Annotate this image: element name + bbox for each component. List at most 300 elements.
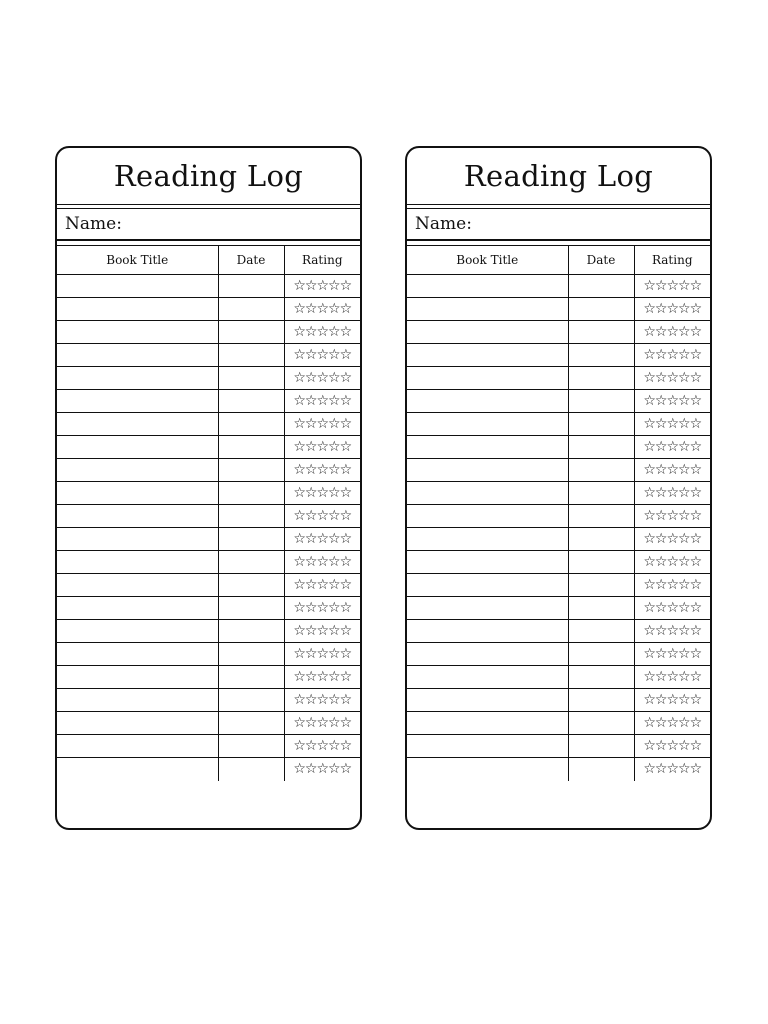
name-field[interactable] — [407, 209, 710, 240]
star-outline-icon[interactable]: ☆ — [293, 577, 305, 593]
date-cell[interactable] — [568, 643, 634, 666]
star-outline-icon[interactable]: ☆ — [654, 761, 667, 778]
star-outline-icon[interactable]: ☆ — [304, 692, 317, 708]
name-field[interactable] — [57, 209, 360, 240]
date-cell[interactable] — [218, 459, 284, 482]
star-outline-icon[interactable]: ☆ — [666, 600, 679, 616]
star-outline-icon[interactable]: ☆ — [304, 669, 317, 685]
book-title-cell[interactable] — [407, 551, 568, 574]
star-outline-icon[interactable]: ☆ — [339, 439, 352, 455]
date-cell[interactable] — [218, 735, 284, 758]
star-outline-icon[interactable]: ☆ — [328, 393, 340, 409]
star-outline-icon[interactable]: ☆ — [689, 761, 702, 778]
star-outline-icon[interactable]: ☆ — [304, 416, 317, 432]
star-outline-icon[interactable]: ☆ — [328, 554, 340, 570]
date-cell[interactable] — [218, 551, 284, 574]
star-outline-icon[interactable]: ☆ — [666, 324, 679, 340]
star-outline-icon[interactable]: ☆ — [328, 370, 340, 386]
star-outline-icon[interactable]: ☆ — [304, 554, 317, 570]
star-outline-icon[interactable]: ☆ — [293, 301, 305, 317]
star-outline-icon[interactable]: ☆ — [316, 301, 329, 317]
star-outline-icon[interactable]: ☆ — [643, 577, 655, 593]
star-outline-icon[interactable]: ☆ — [293, 485, 305, 501]
star-outline-icon[interactable]: ☆ — [666, 278, 679, 294]
date-cell[interactable] — [218, 298, 284, 321]
book-title-cell[interactable] — [57, 551, 218, 574]
star-outline-icon[interactable]: ☆ — [643, 715, 655, 731]
star-outline-icon[interactable]: ☆ — [689, 692, 702, 708]
book-title-cell[interactable] — [57, 666, 218, 689]
book-title-cell[interactable] — [407, 275, 568, 298]
star-outline-icon[interactable]: ☆ — [689, 577, 702, 593]
star-outline-icon[interactable]: ☆ — [304, 439, 317, 455]
star-outline-icon[interactable]: ☆ — [316, 278, 329, 294]
date-cell[interactable] — [568, 344, 634, 367]
star-outline-icon[interactable]: ☆ — [678, 577, 690, 593]
star-outline-icon[interactable]: ☆ — [643, 301, 655, 317]
date-cell[interactable] — [218, 275, 284, 298]
date-cell[interactable] — [568, 275, 634, 298]
star-outline-icon[interactable]: ☆ — [304, 623, 317, 639]
star-outline-icon[interactable]: ☆ — [316, 508, 329, 524]
star-outline-icon[interactable]: ☆ — [316, 347, 329, 363]
date-cell[interactable] — [568, 551, 634, 574]
date-cell[interactable] — [568, 321, 634, 344]
book-title-cell[interactable] — [57, 505, 218, 528]
star-outline-icon[interactable]: ☆ — [678, 324, 690, 340]
book-title-cell[interactable] — [407, 505, 568, 528]
star-outline-icon[interactable]: ☆ — [689, 324, 702, 340]
star-outline-icon[interactable]: ☆ — [654, 715, 667, 731]
star-outline-icon[interactable]: ☆ — [666, 439, 679, 455]
date-cell[interactable] — [218, 321, 284, 344]
date-cell[interactable] — [568, 597, 634, 620]
star-outline-icon[interactable]: ☆ — [678, 416, 690, 432]
book-title-cell[interactable] — [407, 758, 568, 781]
star-outline-icon[interactable]: ☆ — [654, 370, 667, 386]
star-outline-icon[interactable]: ☆ — [654, 393, 667, 409]
star-outline-icon[interactable]: ☆ — [654, 692, 667, 708]
star-outline-icon[interactable]: ☆ — [316, 692, 329, 708]
star-outline-icon[interactable]: ☆ — [654, 485, 667, 501]
date-cell[interactable] — [218, 344, 284, 367]
star-outline-icon[interactable]: ☆ — [328, 646, 340, 662]
date-cell[interactable] — [568, 574, 634, 597]
star-outline-icon[interactable]: ☆ — [316, 393, 329, 409]
star-outline-icon[interactable]: ☆ — [304, 531, 317, 547]
star-outline-icon[interactable]: ☆ — [339, 738, 352, 754]
star-outline-icon[interactable]: ☆ — [643, 692, 655, 708]
star-outline-icon[interactable]: ☆ — [689, 393, 702, 409]
star-outline-icon[interactable]: ☆ — [304, 761, 317, 778]
star-outline-icon[interactable]: ☆ — [654, 531, 667, 547]
book-title-cell[interactable] — [57, 367, 218, 390]
book-title-cell[interactable] — [407, 528, 568, 551]
star-outline-icon[interactable]: ☆ — [304, 301, 317, 317]
book-title-cell[interactable] — [57, 712, 218, 735]
date-cell[interactable] — [568, 712, 634, 735]
star-outline-icon[interactable]: ☆ — [316, 462, 329, 478]
star-outline-icon[interactable]: ☆ — [328, 508, 340, 524]
book-title-cell[interactable] — [57, 735, 218, 758]
star-outline-icon[interactable]: ☆ — [643, 531, 655, 547]
date-cell[interactable] — [568, 528, 634, 551]
star-outline-icon[interactable]: ☆ — [316, 531, 329, 547]
date-cell[interactable] — [218, 689, 284, 712]
star-outline-icon[interactable]: ☆ — [328, 347, 340, 363]
star-outline-icon[interactable]: ☆ — [666, 393, 679, 409]
star-outline-icon[interactable]: ☆ — [339, 462, 352, 478]
book-title-cell[interactable] — [407, 712, 568, 735]
date-cell[interactable] — [568, 413, 634, 436]
book-title-cell[interactable] — [57, 344, 218, 367]
star-outline-icon[interactable]: ☆ — [293, 669, 305, 685]
star-outline-icon[interactable]: ☆ — [689, 370, 702, 386]
star-outline-icon[interactable]: ☆ — [678, 646, 690, 662]
book-title-cell[interactable] — [57, 574, 218, 597]
date-cell[interactable] — [568, 482, 634, 505]
star-outline-icon[interactable]: ☆ — [666, 485, 679, 501]
star-outline-icon[interactable]: ☆ — [328, 439, 340, 455]
star-outline-icon[interactable]: ☆ — [339, 393, 352, 409]
book-title-cell[interactable] — [407, 390, 568, 413]
star-outline-icon[interactable]: ☆ — [678, 554, 690, 570]
star-outline-icon[interactable]: ☆ — [293, 738, 305, 754]
book-title-cell[interactable] — [57, 643, 218, 666]
star-outline-icon[interactable]: ☆ — [293, 761, 305, 778]
star-outline-icon[interactable]: ☆ — [316, 715, 329, 731]
date-cell[interactable] — [568, 666, 634, 689]
star-outline-icon[interactable]: ☆ — [339, 646, 352, 662]
star-outline-icon[interactable]: ☆ — [654, 416, 667, 432]
star-outline-icon[interactable]: ☆ — [643, 393, 655, 409]
date-cell[interactable] — [568, 459, 634, 482]
star-outline-icon[interactable]: ☆ — [678, 738, 690, 754]
star-outline-icon[interactable]: ☆ — [316, 623, 329, 639]
date-cell[interactable] — [218, 758, 284, 781]
book-title-cell[interactable] — [57, 459, 218, 482]
book-title-cell[interactable] — [57, 436, 218, 459]
star-outline-icon[interactable]: ☆ — [666, 416, 679, 432]
star-outline-icon[interactable]: ☆ — [304, 324, 317, 340]
star-outline-icon[interactable]: ☆ — [304, 278, 317, 294]
star-outline-icon[interactable]: ☆ — [643, 554, 655, 570]
star-outline-icon[interactable]: ☆ — [689, 623, 702, 639]
book-title-cell[interactable] — [57, 298, 218, 321]
star-outline-icon[interactable]: ☆ — [654, 439, 667, 455]
star-outline-icon[interactable]: ☆ — [666, 370, 679, 386]
star-outline-icon[interactable]: ☆ — [339, 577, 352, 593]
date-cell[interactable] — [218, 367, 284, 390]
star-outline-icon[interactable]: ☆ — [678, 393, 690, 409]
star-outline-icon[interactable]: ☆ — [666, 646, 679, 662]
book-title-cell[interactable] — [407, 689, 568, 712]
book-title-cell[interactable] — [407, 459, 568, 482]
star-outline-icon[interactable]: ☆ — [689, 738, 702, 754]
star-outline-icon[interactable]: ☆ — [304, 508, 317, 524]
star-outline-icon[interactable]: ☆ — [666, 554, 679, 570]
star-outline-icon[interactable]: ☆ — [689, 669, 702, 685]
star-outline-icon[interactable]: ☆ — [689, 347, 702, 363]
book-title-cell[interactable] — [407, 367, 568, 390]
star-outline-icon[interactable]: ☆ — [678, 462, 690, 478]
date-cell[interactable] — [218, 505, 284, 528]
star-outline-icon[interactable]: ☆ — [293, 715, 305, 731]
star-outline-icon[interactable]: ☆ — [654, 508, 667, 524]
star-outline-icon[interactable]: ☆ — [339, 554, 352, 570]
star-outline-icon[interactable]: ☆ — [678, 531, 690, 547]
star-outline-icon[interactable]: ☆ — [293, 554, 305, 570]
star-outline-icon[interactable]: ☆ — [666, 577, 679, 593]
star-outline-icon[interactable]: ☆ — [316, 554, 329, 570]
star-outline-icon[interactable]: ☆ — [678, 347, 690, 363]
star-outline-icon[interactable]: ☆ — [339, 301, 352, 317]
star-outline-icon[interactable]: ☆ — [654, 554, 667, 570]
book-title-cell[interactable] — [57, 413, 218, 436]
star-outline-icon[interactable]: ☆ — [304, 715, 317, 731]
date-cell[interactable] — [568, 367, 634, 390]
star-outline-icon[interactable]: ☆ — [304, 600, 317, 616]
date-cell[interactable] — [218, 482, 284, 505]
star-outline-icon[interactable]: ☆ — [339, 669, 352, 685]
star-outline-icon[interactable]: ☆ — [689, 600, 702, 616]
date-cell[interactable] — [218, 712, 284, 735]
star-outline-icon[interactable]: ☆ — [654, 600, 667, 616]
star-outline-icon[interactable]: ☆ — [666, 715, 679, 731]
date-cell[interactable] — [568, 436, 634, 459]
star-outline-icon[interactable]: ☆ — [328, 738, 340, 754]
star-outline-icon[interactable]: ☆ — [643, 600, 655, 616]
book-title-cell[interactable] — [57, 275, 218, 298]
date-cell[interactable] — [218, 436, 284, 459]
star-outline-icon[interactable]: ☆ — [339, 692, 352, 708]
star-outline-icon[interactable]: ☆ — [328, 324, 340, 340]
book-title-cell[interactable] — [57, 528, 218, 551]
star-outline-icon[interactable]: ☆ — [293, 646, 305, 662]
star-outline-icon[interactable]: ☆ — [666, 462, 679, 478]
star-outline-icon[interactable]: ☆ — [689, 301, 702, 317]
star-outline-icon[interactable]: ☆ — [316, 761, 329, 778]
date-cell[interactable] — [568, 758, 634, 781]
date-cell[interactable] — [568, 505, 634, 528]
star-outline-icon[interactable]: ☆ — [678, 301, 690, 317]
star-outline-icon[interactable]: ☆ — [339, 416, 352, 432]
star-outline-icon[interactable]: ☆ — [328, 623, 340, 639]
star-outline-icon[interactable]: ☆ — [293, 462, 305, 478]
date-cell[interactable] — [218, 643, 284, 666]
star-outline-icon[interactable]: ☆ — [643, 738, 655, 754]
star-outline-icon[interactable]: ☆ — [304, 393, 317, 409]
date-cell[interactable] — [568, 298, 634, 321]
star-outline-icon[interactable]: ☆ — [328, 692, 340, 708]
star-outline-icon[interactable]: ☆ — [643, 278, 655, 294]
book-title-cell[interactable] — [407, 574, 568, 597]
book-title-cell[interactable] — [407, 597, 568, 620]
star-outline-icon[interactable]: ☆ — [316, 370, 329, 386]
star-outline-icon[interactable]: ☆ — [293, 416, 305, 432]
star-outline-icon[interactable]: ☆ — [654, 646, 667, 662]
book-title-cell[interactable] — [57, 689, 218, 712]
star-outline-icon[interactable]: ☆ — [643, 623, 655, 639]
star-outline-icon[interactable]: ☆ — [328, 485, 340, 501]
star-outline-icon[interactable]: ☆ — [328, 416, 340, 432]
star-outline-icon[interactable]: ☆ — [328, 278, 340, 294]
book-title-cell[interactable] — [57, 620, 218, 643]
star-outline-icon[interactable]: ☆ — [678, 623, 690, 639]
date-cell[interactable] — [568, 390, 634, 413]
book-title-cell[interactable] — [407, 436, 568, 459]
star-outline-icon[interactable]: ☆ — [678, 761, 690, 778]
book-title-cell[interactable] — [407, 666, 568, 689]
star-outline-icon[interactable]: ☆ — [316, 324, 329, 340]
star-outline-icon[interactable]: ☆ — [304, 577, 317, 593]
star-outline-icon[interactable]: ☆ — [643, 508, 655, 524]
star-outline-icon[interactable]: ☆ — [643, 416, 655, 432]
star-outline-icon[interactable]: ☆ — [666, 347, 679, 363]
star-outline-icon[interactable]: ☆ — [316, 646, 329, 662]
star-outline-icon[interactable]: ☆ — [654, 324, 667, 340]
star-outline-icon[interactable]: ☆ — [304, 738, 317, 754]
book-title-cell[interactable] — [407, 735, 568, 758]
star-outline-icon[interactable]: ☆ — [643, 370, 655, 386]
star-outline-icon[interactable]: ☆ — [304, 485, 317, 501]
star-outline-icon[interactable]: ☆ — [678, 370, 690, 386]
star-outline-icon[interactable]: ☆ — [689, 416, 702, 432]
star-outline-icon[interactable]: ☆ — [339, 508, 352, 524]
star-outline-icon[interactable]: ☆ — [654, 301, 667, 317]
star-outline-icon[interactable]: ☆ — [293, 600, 305, 616]
star-outline-icon[interactable]: ☆ — [316, 738, 329, 754]
star-outline-icon[interactable]: ☆ — [339, 623, 352, 639]
star-outline-icon[interactable]: ☆ — [328, 577, 340, 593]
star-outline-icon[interactable]: ☆ — [666, 508, 679, 524]
star-outline-icon[interactable]: ☆ — [316, 439, 329, 455]
star-outline-icon[interactable]: ☆ — [328, 531, 340, 547]
book-title-cell[interactable] — [57, 758, 218, 781]
star-outline-icon[interactable]: ☆ — [643, 324, 655, 340]
date-cell[interactable] — [218, 574, 284, 597]
star-outline-icon[interactable]: ☆ — [689, 508, 702, 524]
star-outline-icon[interactable]: ☆ — [339, 531, 352, 547]
star-outline-icon[interactable]: ☆ — [678, 278, 690, 294]
star-outline-icon[interactable]: ☆ — [328, 715, 340, 731]
star-outline-icon[interactable]: ☆ — [678, 669, 690, 685]
star-outline-icon[interactable]: ☆ — [678, 485, 690, 501]
date-cell[interactable] — [218, 413, 284, 436]
star-outline-icon[interactable]: ☆ — [689, 462, 702, 478]
star-outline-icon[interactable]: ☆ — [689, 278, 702, 294]
star-outline-icon[interactable]: ☆ — [678, 692, 690, 708]
star-outline-icon[interactable]: ☆ — [654, 738, 667, 754]
star-outline-icon[interactable]: ☆ — [293, 439, 305, 455]
star-outline-icon[interactable]: ☆ — [293, 370, 305, 386]
star-outline-icon[interactable]: ☆ — [328, 761, 340, 778]
date-cell[interactable] — [218, 597, 284, 620]
date-cell[interactable] — [568, 689, 634, 712]
star-outline-icon[interactable]: ☆ — [666, 301, 679, 317]
date-cell[interactable] — [568, 735, 634, 758]
star-outline-icon[interactable]: ☆ — [666, 531, 679, 547]
star-outline-icon[interactable]: ☆ — [689, 439, 702, 455]
star-outline-icon[interactable]: ☆ — [316, 485, 329, 501]
star-outline-icon[interactable]: ☆ — [689, 554, 702, 570]
book-title-cell[interactable] — [407, 482, 568, 505]
star-outline-icon[interactable]: ☆ — [654, 577, 667, 593]
star-outline-icon[interactable]: ☆ — [328, 600, 340, 616]
star-outline-icon[interactable]: ☆ — [316, 577, 329, 593]
star-outline-icon[interactable]: ☆ — [339, 324, 352, 340]
star-outline-icon[interactable]: ☆ — [304, 646, 317, 662]
book-title-cell[interactable] — [57, 390, 218, 413]
star-outline-icon[interactable]: ☆ — [293, 692, 305, 708]
date-cell[interactable] — [218, 528, 284, 551]
star-outline-icon[interactable]: ☆ — [666, 669, 679, 685]
star-outline-icon[interactable]: ☆ — [678, 439, 690, 455]
star-outline-icon[interactable]: ☆ — [293, 531, 305, 547]
star-outline-icon[interactable]: ☆ — [293, 278, 305, 294]
book-title-cell[interactable] — [407, 413, 568, 436]
star-outline-icon[interactable]: ☆ — [304, 462, 317, 478]
star-outline-icon[interactable]: ☆ — [316, 600, 329, 616]
book-title-cell[interactable] — [407, 620, 568, 643]
star-outline-icon[interactable]: ☆ — [339, 715, 352, 731]
star-outline-icon[interactable]: ☆ — [643, 761, 655, 778]
star-outline-icon[interactable]: ☆ — [678, 508, 690, 524]
star-outline-icon[interactable]: ☆ — [304, 370, 317, 386]
star-outline-icon[interactable]: ☆ — [654, 347, 667, 363]
book-title-cell[interactable] — [57, 321, 218, 344]
star-outline-icon[interactable]: ☆ — [293, 508, 305, 524]
book-title-cell[interactable] — [57, 597, 218, 620]
star-outline-icon[interactable]: ☆ — [316, 669, 329, 685]
star-outline-icon[interactable]: ☆ — [293, 393, 305, 409]
star-outline-icon[interactable]: ☆ — [643, 462, 655, 478]
star-outline-icon[interactable]: ☆ — [293, 623, 305, 639]
date-cell[interactable] — [568, 620, 634, 643]
star-outline-icon[interactable]: ☆ — [654, 669, 667, 685]
star-outline-icon[interactable]: ☆ — [654, 462, 667, 478]
star-outline-icon[interactable]: ☆ — [328, 301, 340, 317]
star-outline-icon[interactable]: ☆ — [643, 669, 655, 685]
star-outline-icon[interactable]: ☆ — [666, 692, 679, 708]
star-outline-icon[interactable]: ☆ — [678, 600, 690, 616]
star-outline-icon[interactable]: ☆ — [654, 278, 667, 294]
date-cell[interactable] — [218, 666, 284, 689]
star-outline-icon[interactable]: ☆ — [689, 715, 702, 731]
book-title-cell[interactable] — [407, 298, 568, 321]
date-cell[interactable] — [218, 620, 284, 643]
star-outline-icon[interactable]: ☆ — [293, 347, 305, 363]
star-outline-icon[interactable]: ☆ — [666, 623, 679, 639]
star-outline-icon[interactable]: ☆ — [339, 485, 352, 501]
star-outline-icon[interactable]: ☆ — [293, 324, 305, 340]
star-outline-icon[interactable]: ☆ — [643, 646, 655, 662]
book-title-cell[interactable] — [407, 321, 568, 344]
star-outline-icon[interactable]: ☆ — [339, 278, 352, 294]
book-title-cell[interactable] — [407, 344, 568, 367]
star-outline-icon[interactable]: ☆ — [304, 347, 317, 363]
star-outline-icon[interactable]: ☆ — [689, 646, 702, 662]
star-outline-icon[interactable]: ☆ — [689, 485, 702, 501]
star-outline-icon[interactable]: ☆ — [689, 531, 702, 547]
book-title-cell[interactable] — [57, 482, 218, 505]
star-outline-icon[interactable]: ☆ — [316, 416, 329, 432]
star-outline-icon[interactable]: ☆ — [339, 600, 352, 616]
star-outline-icon[interactable]: ☆ — [654, 623, 667, 639]
star-outline-icon[interactable]: ☆ — [328, 462, 340, 478]
star-outline-icon[interactable]: ☆ — [328, 669, 340, 685]
star-outline-icon[interactable]: ☆ — [339, 370, 352, 386]
